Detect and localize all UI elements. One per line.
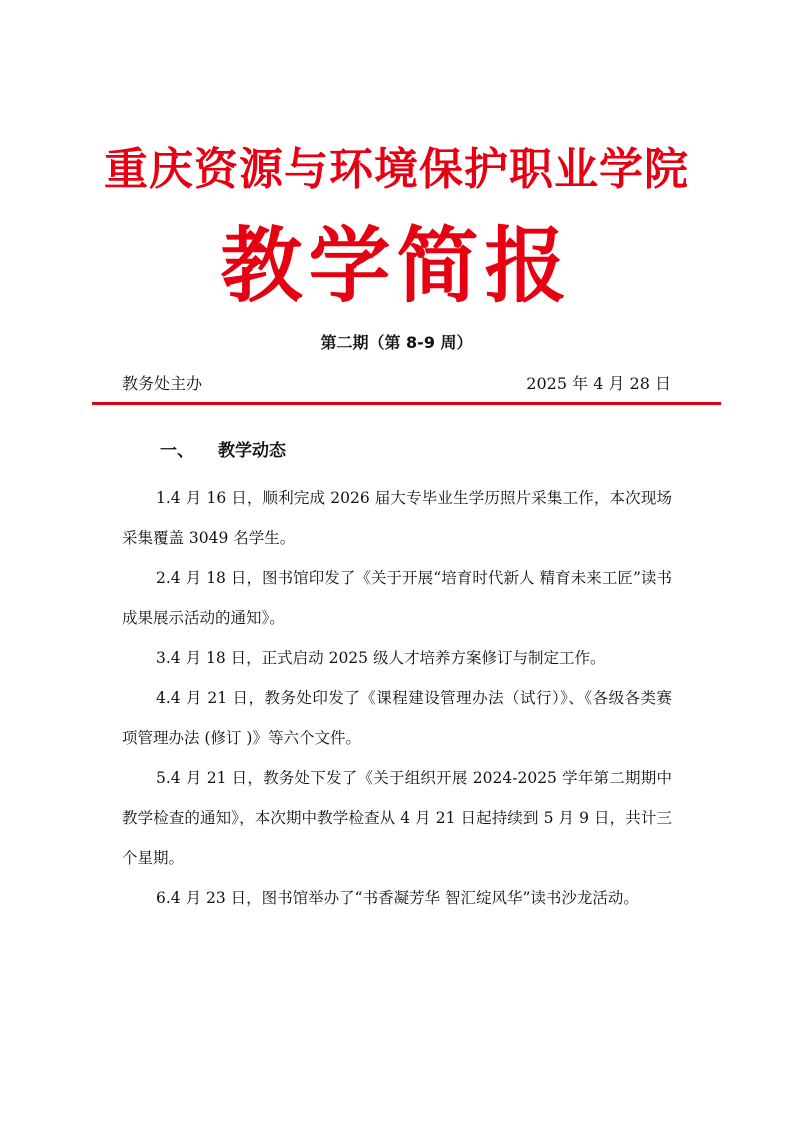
news-item: 5.4 月 21 日，教务处下发了《关于组织开展 2024-2025 学年第二期期中教学检查的通知》，本次期中教学检查从 4 月 21 日起持续到 5 月 9 日，共计三个星期。	[122, 769, 672, 867]
masthead-meta	[122, 372, 671, 396]
news-item: 4.4 月 21 日，教务处印发了《课程建设管理办法（试行）》、《各级各类赛项管理办法 (修订 )》等六个文件。	[122, 689, 672, 747]
bulletin-title: 教学简报	[220, 218, 573, 314]
section-title: 教学动态	[218, 441, 286, 461]
section-heading	[160, 438, 286, 464]
institution-name: 重庆资源与环境保护职业学院	[104, 144, 689, 195]
section-number: 一、	[160, 441, 194, 461]
news-item: 2.4 月 18 日，图书馆印发了《关于开展“培育时代新人 精育未来工匠”读书成果展示活动的通知》。	[122, 569, 672, 627]
news-items	[122, 478, 672, 918]
news-item: 3.4 月 18 日，正式启动 2025 级人才培养方案修订与制定工作。	[156, 649, 606, 667]
news-item: 6.4 月 23 日，图书馆举办了“书香凝芳华 智汇绽风华”读书沙龙活动。	[156, 889, 639, 907]
news-item: 1.4 月 16 日，顺利完成 2026 届大专毕业生学历照片采集工作，本次现场采集覆盖 3049 名学生。	[122, 489, 672, 547]
issue-number: 第二期（第 8-9 周）	[320, 333, 473, 352]
organizer: 教务处主办	[122, 374, 203, 393]
masthead-divider	[92, 402, 721, 405]
issue-date: 2025 年 4 月 28 日	[526, 374, 671, 393]
